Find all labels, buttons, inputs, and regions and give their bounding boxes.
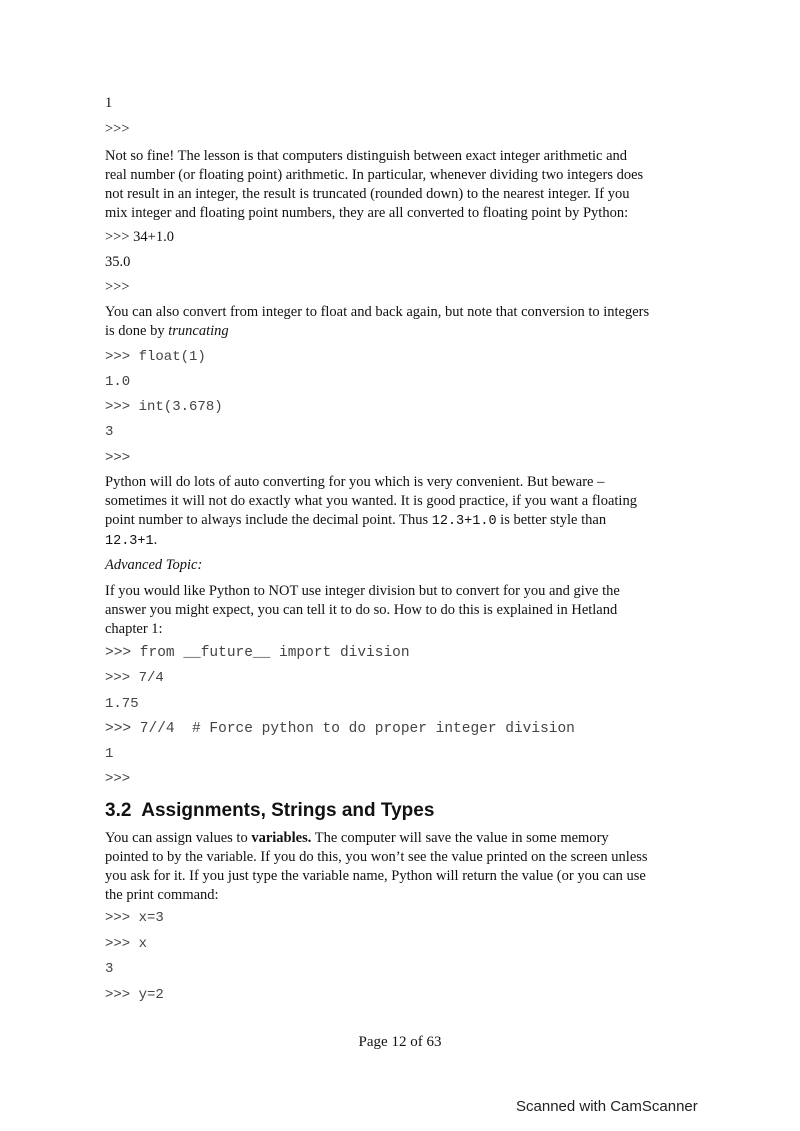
code-line: >>> (105, 450, 131, 466)
inline-code: 12.3+1.0 (431, 514, 497, 529)
paragraph-line: Not so fine! The lesson is that computers distinguish between exact integer arithmetic and (105, 148, 627, 164)
paragraph-text: point number to always include the decimal point. Thus (105, 512, 432, 528)
paragraph-integer-division (105, 147, 701, 223)
code-line: >>> 7//4 # Force python to do proper integer division (105, 721, 575, 737)
output-line: 35.0 (105, 254, 131, 270)
paragraph-line (105, 322, 701, 341)
code-line: 1 (105, 746, 114, 762)
paragraph-line: sometimes it will not do exactly what you wanted. It is good practice, if you want a floating (105, 493, 637, 509)
paragraph-text: The computer will save the value in some memory (311, 830, 609, 846)
paragraph-line: not result in an integer, the result is truncated (rounded down) to the nearest integer. If you (105, 186, 630, 202)
paragraph-line: You can also convert from integer to float and back again, but note that conversion to integers (105, 304, 650, 320)
paragraph-future-division (105, 582, 701, 639)
paragraph-variables (105, 829, 701, 905)
prompt-line: >>> (105, 121, 130, 137)
paragraph-line: real number (or floating point) arithmetic. In particular, whenever dividing two integers does (105, 167, 644, 183)
code-line: 3 (105, 424, 114, 440)
section-heading: 3.2 Assignments, Strings and Types (105, 800, 435, 821)
advanced-topic-label: Advanced Topic: (105, 557, 203, 573)
paragraph-line: Python will do lots of auto converting for you which is very convenient. But beware – (105, 474, 605, 490)
code-line: >>> y=2 (105, 987, 164, 1003)
paragraph-text: is better style than (496, 512, 607, 528)
bold-term: variables. (251, 830, 312, 846)
paragraph-line (105, 531, 701, 551)
scanner-watermark: Scanned with CamScanner (516, 1098, 698, 1115)
paragraph-line: chapter 1: (105, 621, 163, 637)
prompt-line: >>> 34+1.0 (105, 229, 174, 245)
paragraph-text: You can assign values to (105, 830, 252, 846)
code-line: >>> int(3.678) (105, 399, 223, 415)
paragraph-auto-convert (105, 473, 701, 551)
paragraph-line: pointed to by the variable. If you do this, you won’t see the value printed on the screen unless (105, 849, 648, 865)
code-line: >>> float(1) (105, 349, 206, 365)
paragraph-text: . (153, 532, 158, 548)
paragraph-conversion (105, 303, 701, 341)
paragraph-line (105, 511, 701, 531)
code-line: >>> from __future__ import division (105, 645, 410, 661)
code-line: >>> 7/4 (105, 670, 164, 686)
code-line: 1.0 (105, 374, 131, 390)
prompt-line: >>> (105, 279, 130, 295)
code-line: 1.75 (105, 696, 139, 712)
code-line: 3 (105, 961, 114, 977)
paragraph-text: is done by (105, 323, 169, 339)
paragraph-line: answer you might expect, you can tell it to do so. How to do this is explained in Hetland (105, 602, 618, 618)
emphasis-text: truncating (168, 323, 229, 339)
code-line: >>> x=3 (105, 910, 164, 926)
paragraph-line: If you would like Python to NOT use integer division but to convert for you and give the (105, 583, 620, 599)
code-line: >>> (105, 771, 131, 787)
paragraph-line: you ask for it. If you just type the variable name, Python will return the value (or you can use (105, 868, 646, 884)
paragraph-line: mix integer and floating point numbers, they are all converted to floating point by Python: (105, 205, 629, 221)
paragraph-line (105, 829, 701, 848)
code-line: >>> x (105, 936, 148, 952)
page-number: Page 12 of 63 (358, 1034, 442, 1050)
paragraph-line: the print command: (105, 887, 219, 903)
inline-code: 12.3+1 (105, 534, 154, 549)
output-line: 1 (105, 95, 113, 111)
